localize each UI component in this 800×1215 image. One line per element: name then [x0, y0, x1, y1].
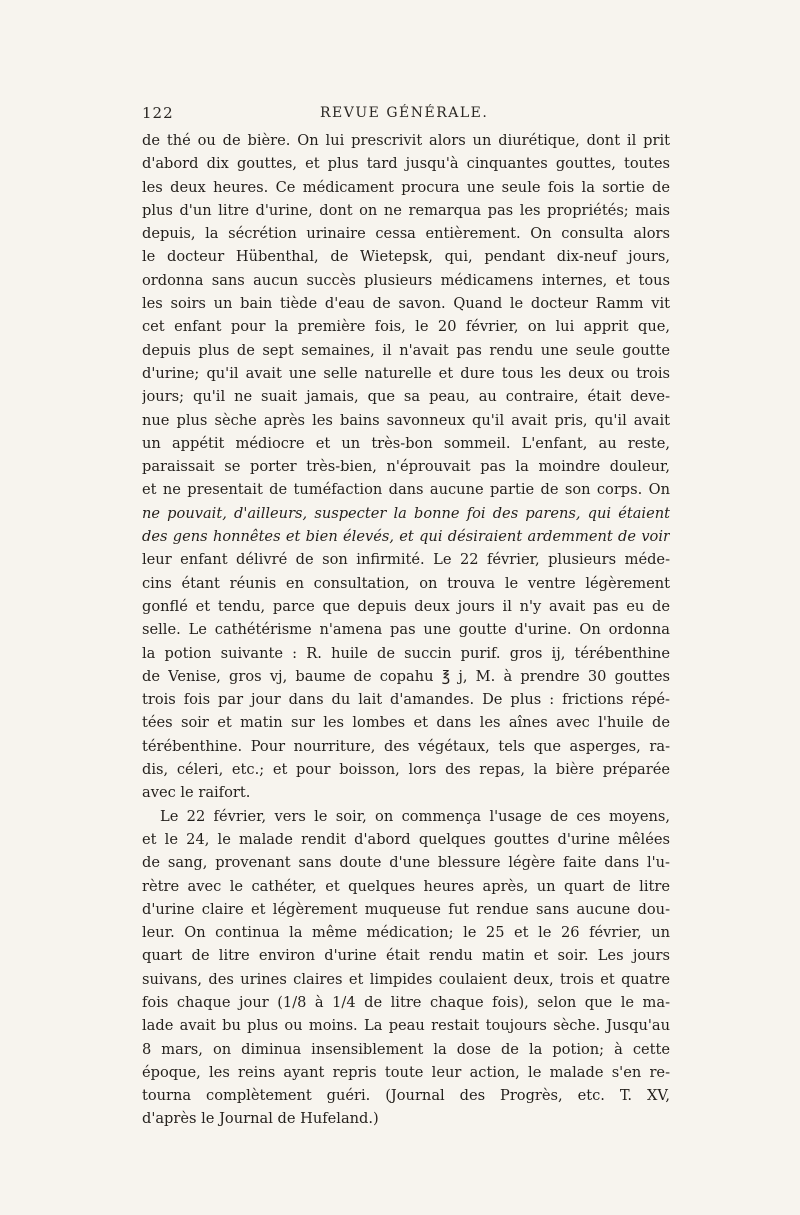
text-line: et le 24, le malade rendit d'abord quelques gouttes d'urine mêlées: [142, 830, 670, 848]
text-line: et ne presentait de tuméfaction dans aucune partie de son corps. On: [142, 481, 670, 499]
text-line: de Venise, gros vj, baume de copahu ℥ j, M. à prendre 30 gouttes: [142, 667, 670, 685]
text-line: les deux heures. Ce médicament procura une seule fois la sortie de: [142, 178, 670, 196]
text-line: suivans, des urines claires et limpides coulaient deux, trois et quatre: [142, 970, 670, 988]
text-line: ne pouvait, d'ailleurs, suspecter la bonne foi des parens, qui étaient: [142, 504, 670, 522]
text-line: quart de litre environ d'urine était rendu matin et soir. Les jours: [142, 947, 670, 965]
text-line: de sang, provenant sans doute d'une blessure légère faite dans l'u-: [142, 854, 670, 872]
text-line: d'abord dix gouttes, et plus tard jusqu'à cinquantes gouttes, toutes: [142, 155, 670, 173]
text-line: 8 mars, on diminua insensiblement la dose de la potion; à cette: [142, 1040, 670, 1058]
text-line: tourna complètement guéri. (Journal des Progrès, etc. T. XV,: [142, 1087, 670, 1105]
text-line: nue plus sèche après les bains savonneux qu'il avait pris, qu'il avait: [142, 411, 670, 429]
text-line: lade avait bu plus ou moins. La peau restait toujours sèche. Jusqu'au: [142, 1017, 670, 1035]
text-line: gonflé et tendu, parce que depuis deux jours il n'y avait pas eu de: [142, 597, 670, 615]
text-line: fois chaque jour (1/8 à 1/4 de litre chaque fois), selon que le ma-: [142, 993, 670, 1011]
text-line: ordonna sans aucun succès plusieurs médicamens internes, et tous: [142, 271, 670, 289]
text-line: d'urine claire et légèrement muqueuse fut rendue sans aucune dou-: [142, 900, 670, 918]
text-line: depuis plus de sept semaines, il n'avait pas rendu une seule goutte: [142, 341, 670, 359]
body-text: [142, 129, 670, 1131]
text-line: trois fois par jour dans du lait d'amandes. De plus : frictions répé-: [142, 691, 670, 709]
text-line: Le 22 février, vers le soir, on commença l'usage de ces moyens,: [160, 807, 670, 825]
text-line: leur enfant délivré de son infirmité. Le 22 février, plusieurs méde-: [142, 551, 670, 569]
page-number: 122: [142, 104, 174, 122]
running-head: [142, 104, 672, 126]
text-line: paraissait se porter très-bien, n'éprouvait pas la moindre douleur,: [142, 458, 670, 476]
text-line: dis, céleri, etc.; et pour boisson, lors des repas, la bière préparée: [142, 761, 670, 779]
text-line: rètre avec le cathéter, et quelques heures après, un quart de litre: [142, 877, 670, 895]
running-title: REVUE GÉNÉRALE.: [320, 105, 489, 121]
text-line: plus d'un litre d'urine, dont on ne remarqua pas les propriétés; mais: [142, 201, 670, 219]
text-line: depuis, la sécrétion urinaire cessa entièrement. On consulta alors: [142, 225, 670, 243]
text-line: d'après le Journal de Hufeland.): [142, 1110, 379, 1128]
text-line: époque, les reins ayant repris toute leur action, le malade s'en re-: [142, 1063, 670, 1081]
text-line: avec le raifort.: [142, 784, 251, 802]
text-line: d'urine; qu'il avait une selle naturelle et dure tous les deux ou trois: [142, 364, 670, 382]
text-line: tées soir et matin sur les lombes et dans les aînes avec l'huile de: [142, 714, 670, 732]
text-line: cins étant réunis en consultation, on trouva le ventre légèrement: [142, 574, 670, 592]
text-line: térébenthine. Pour nourriture, des végétaux, tels que asperges, ra-: [142, 737, 670, 755]
text-line: des gens honnêtes et bien élevés, et qui désiraient ardemment de voir: [142, 528, 670, 546]
text-line: les soirs un bain tiède d'eau de savon. Quand le docteur Ramm vit: [142, 295, 670, 313]
text-line: selle. Le cathétérisme n'amena pas une goutte d'urine. On ordonna: [142, 621, 670, 639]
text-line: la potion suivante : R. huile de succin purif. gros ij, térébenthine: [142, 644, 670, 662]
text-line: le docteur Hübenthal, de Wietepsk, qui, pendant dix-neuf jours,: [142, 248, 670, 266]
text-line: leur. On continua la même médication; le 25 et le 26 février, un: [142, 924, 670, 942]
text-line: jours; qu'il ne suait jamais, que sa peau, au contraire, était deve-: [142, 388, 670, 406]
text-line: de thé ou de bière. On lui prescrivit alors un diurétique, dont il prit: [142, 132, 670, 149]
text-line: cet enfant pour la première fois, le 20 février, on lui apprit que,: [142, 318, 670, 336]
text-line: un appétit médiocre et un très-bon sommeil. L'enfant, au reste,: [142, 434, 670, 452]
